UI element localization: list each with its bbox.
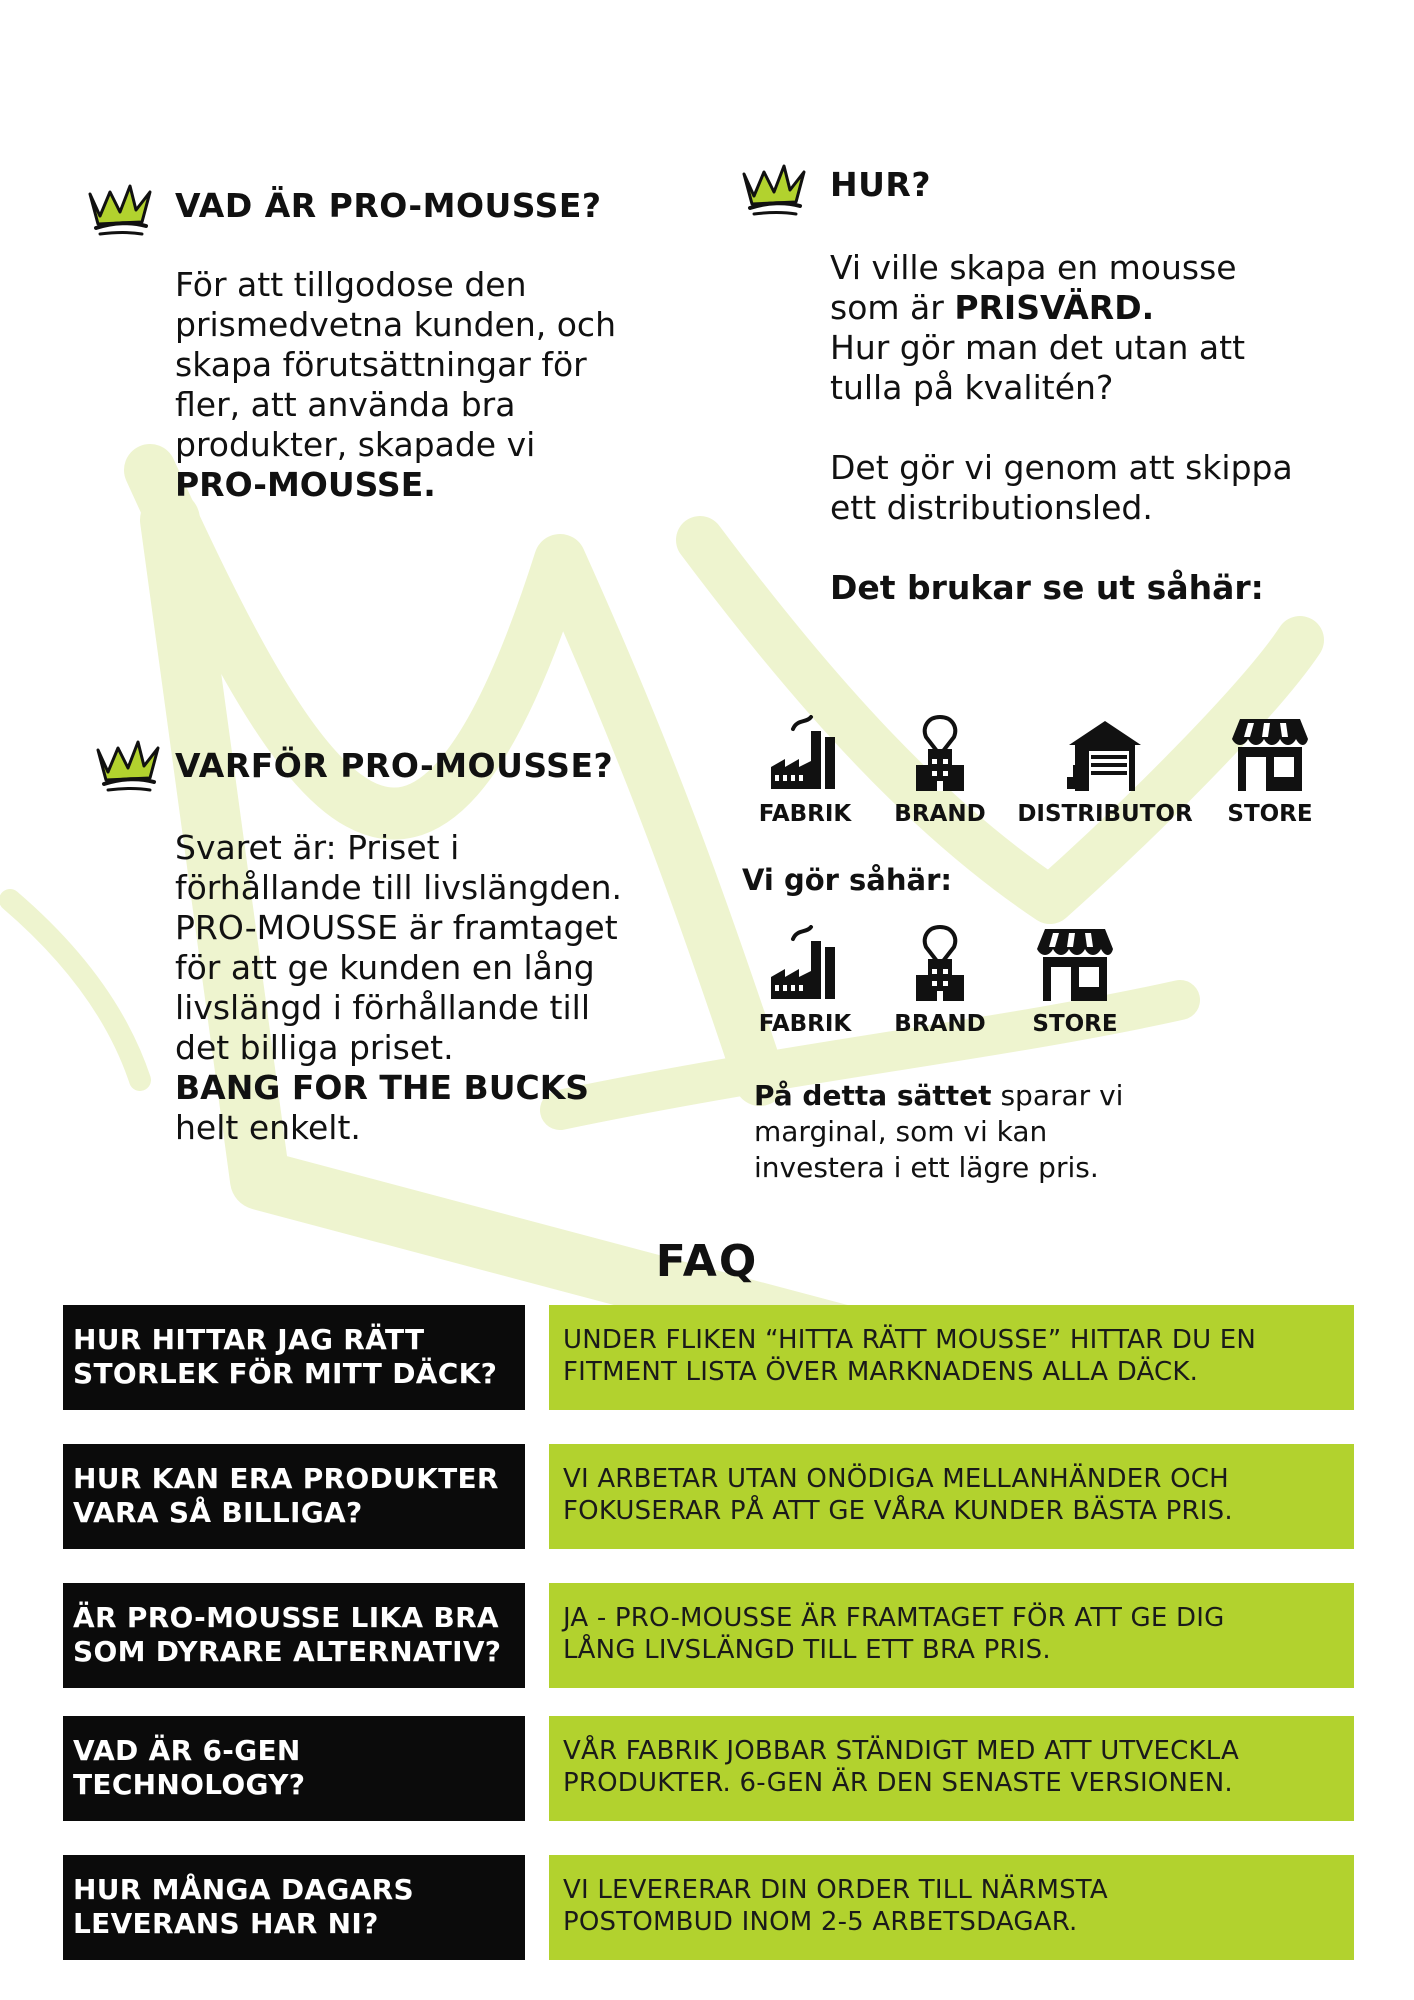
body-line: Det gör vi genom att skippa (830, 448, 1293, 487)
body-line: livslängd i förhållande till (175, 988, 590, 1027)
faq-question (63, 1716, 525, 1821)
crown-icon (738, 158, 810, 220)
faq-question-line: HUR HITTAR JAG RÄTT (73, 1323, 425, 1356)
section-body-varfor (175, 828, 695, 1148)
note-bold: På detta sättet (754, 1079, 992, 1112)
body-line: som är (830, 288, 955, 327)
faq-answer-line: VÅR FABRIK JOBBAR STÄNDIGT MED ATT UTVECKLA (563, 1736, 1240, 1766)
store-icon (1035, 925, 1115, 1003)
factory-icon (765, 715, 845, 793)
chain-node (1205, 715, 1335, 827)
faq-question-line: HUR MÅNGA DAGARS (73, 1873, 414, 1906)
body-line: Vi ville skapa en mousse (830, 248, 1237, 287)
faq-answer-line: VI LEVERERAR DIN ORDER TILL NÄRMSTA (563, 1875, 1108, 1905)
chain-label: BRAND (894, 1011, 986, 1037)
warehouse-icon (1065, 715, 1145, 793)
faq-answer-line: UNDER FLIKEN “HITTA RÄTT MOUSSE” HITTAR DU EN (563, 1325, 1257, 1355)
body-line: tulla på kvalitén? (830, 368, 1114, 407)
chain-label: FABRIK (758, 1011, 852, 1037)
faq-answer-line: FITMENT LISTA ÖVER MARKNADENS ALLA DÄCK. (563, 1357, 1199, 1387)
chain-ours-title: Vi gör såhär: (742, 863, 952, 897)
store-icon (1230, 715, 1310, 793)
body-line: helt enkelt. (175, 1108, 361, 1147)
chain-node (740, 715, 870, 827)
chain-node (740, 925, 870, 1037)
note-text: investera i ett lägre pris. (754, 1151, 1099, 1184)
chain-node (875, 715, 1005, 827)
body-line: skapa förutsättningar för (175, 345, 587, 384)
body-line: produkter, skapade vi (175, 425, 536, 464)
chain-label: FABRIK (758, 801, 852, 827)
faq-question-line: ÄR PRO-MOUSSE LIKA BRA (73, 1601, 499, 1634)
faq-title: FAQ (655, 1236, 759, 1287)
body-line: prismedvetna kunden, och (175, 305, 616, 344)
chain-label: STORE (1227, 801, 1313, 827)
chain-label: STORE (1032, 1011, 1118, 1037)
faq-answer-line: PRODUKTER. 6-GEN ÄR DEN SENASTE VERSIONEN. (563, 1768, 1233, 1798)
body-line: för att ge kunden en lång (175, 948, 595, 987)
crown-icon (84, 178, 156, 240)
section-body-vad (175, 265, 695, 505)
brand-building-icon (900, 925, 980, 1003)
crown-icon (92, 734, 164, 796)
faq-question (63, 1583, 525, 1688)
body-line: PRO-MOUSSE är framtaget (175, 908, 618, 947)
body-bold: PRO-MOUSSE. (175, 465, 436, 504)
faq-question (63, 1305, 525, 1410)
faq-question-line: TECHNOLOGY? (73, 1768, 306, 1801)
faq-answer (549, 1855, 1354, 1960)
body-line: Svaret är: Priset i (175, 828, 460, 867)
faq-question-line: STORLEK FÖR MITT DÄCK? (73, 1357, 498, 1390)
chain-usual (740, 715, 1360, 845)
body-line: fler, att använda bra (175, 385, 516, 424)
faq-answer (549, 1305, 1354, 1410)
faq-answer-line: JA - PRO-MOUSSE ÄR FRAMTAGET FÖR ATT GE DIG (563, 1603, 1225, 1633)
section-title-vad: VAD ÄR PRO-MOUSSE? (175, 186, 602, 225)
faq-answer-line: FOKUSERAR PÅ ATT GE VÅRA KUNDER BÄSTA PRIS. (563, 1496, 1233, 1526)
faq-answer (549, 1583, 1354, 1688)
brand-building-icon (900, 715, 980, 793)
chain-node (1010, 715, 1200, 827)
faq-answer-line: LÅNG LIVSLÄNGD TILL ETT BRA PRIS. (563, 1635, 1051, 1665)
faq-question-line: HUR KAN ERA PRODUKTER (73, 1462, 499, 1495)
chain-node (875, 925, 1005, 1037)
savings-note (754, 1078, 1314, 1186)
section-title-varfor: VARFÖR PRO-MOUSSE? (175, 746, 614, 785)
faq-answer-line: VI ARBETAR UTAN ONÖDIGA MELLANHÄNDER OCH (563, 1464, 1229, 1494)
faq-question-line: VAD ÄR 6-GEN (73, 1734, 301, 1767)
note-text: marginal, som vi kan (754, 1115, 1048, 1148)
body-bold: PRISVÄRD. (954, 288, 1155, 327)
chain-node (1010, 925, 1140, 1037)
faq-question-line: LEVERANS HAR NI? (73, 1907, 379, 1940)
chain-ours (740, 925, 1200, 1055)
body-line: Hur gör man det utan att (830, 328, 1246, 367)
note-text: sparar vi (991, 1079, 1124, 1112)
section-title-hur: HUR? (830, 165, 931, 204)
body-bold: BANG FOR THE BUCKS (175, 1068, 590, 1107)
body-bold: Det brukar se ut såhär: (830, 568, 1264, 607)
faq-answer-line: POSTOMBUD INOM 2-5 ARBETSDAGAR. (563, 1907, 1078, 1937)
faq-question (63, 1444, 525, 1549)
faq-question-line: VARA SÅ BILLIGA? (73, 1496, 363, 1529)
faq-question (63, 1855, 525, 1960)
section-body-hur (830, 248, 1350, 608)
body-line: förhållande till livslängden. (175, 868, 623, 907)
chain-label: BRAND (894, 801, 986, 827)
faq-question-line: SOM DYRARE ALTERNATIV? (73, 1635, 502, 1668)
chain-label: DISTRIBUTOR (1017, 801, 1193, 827)
faq-answer (549, 1444, 1354, 1549)
body-line: det billiga priset. (175, 1028, 454, 1067)
body-line: För att tillgodose den (175, 265, 527, 304)
body-line: ett distributionsled. (830, 488, 1153, 527)
faq-answer (549, 1716, 1354, 1821)
factory-icon (765, 925, 845, 1003)
